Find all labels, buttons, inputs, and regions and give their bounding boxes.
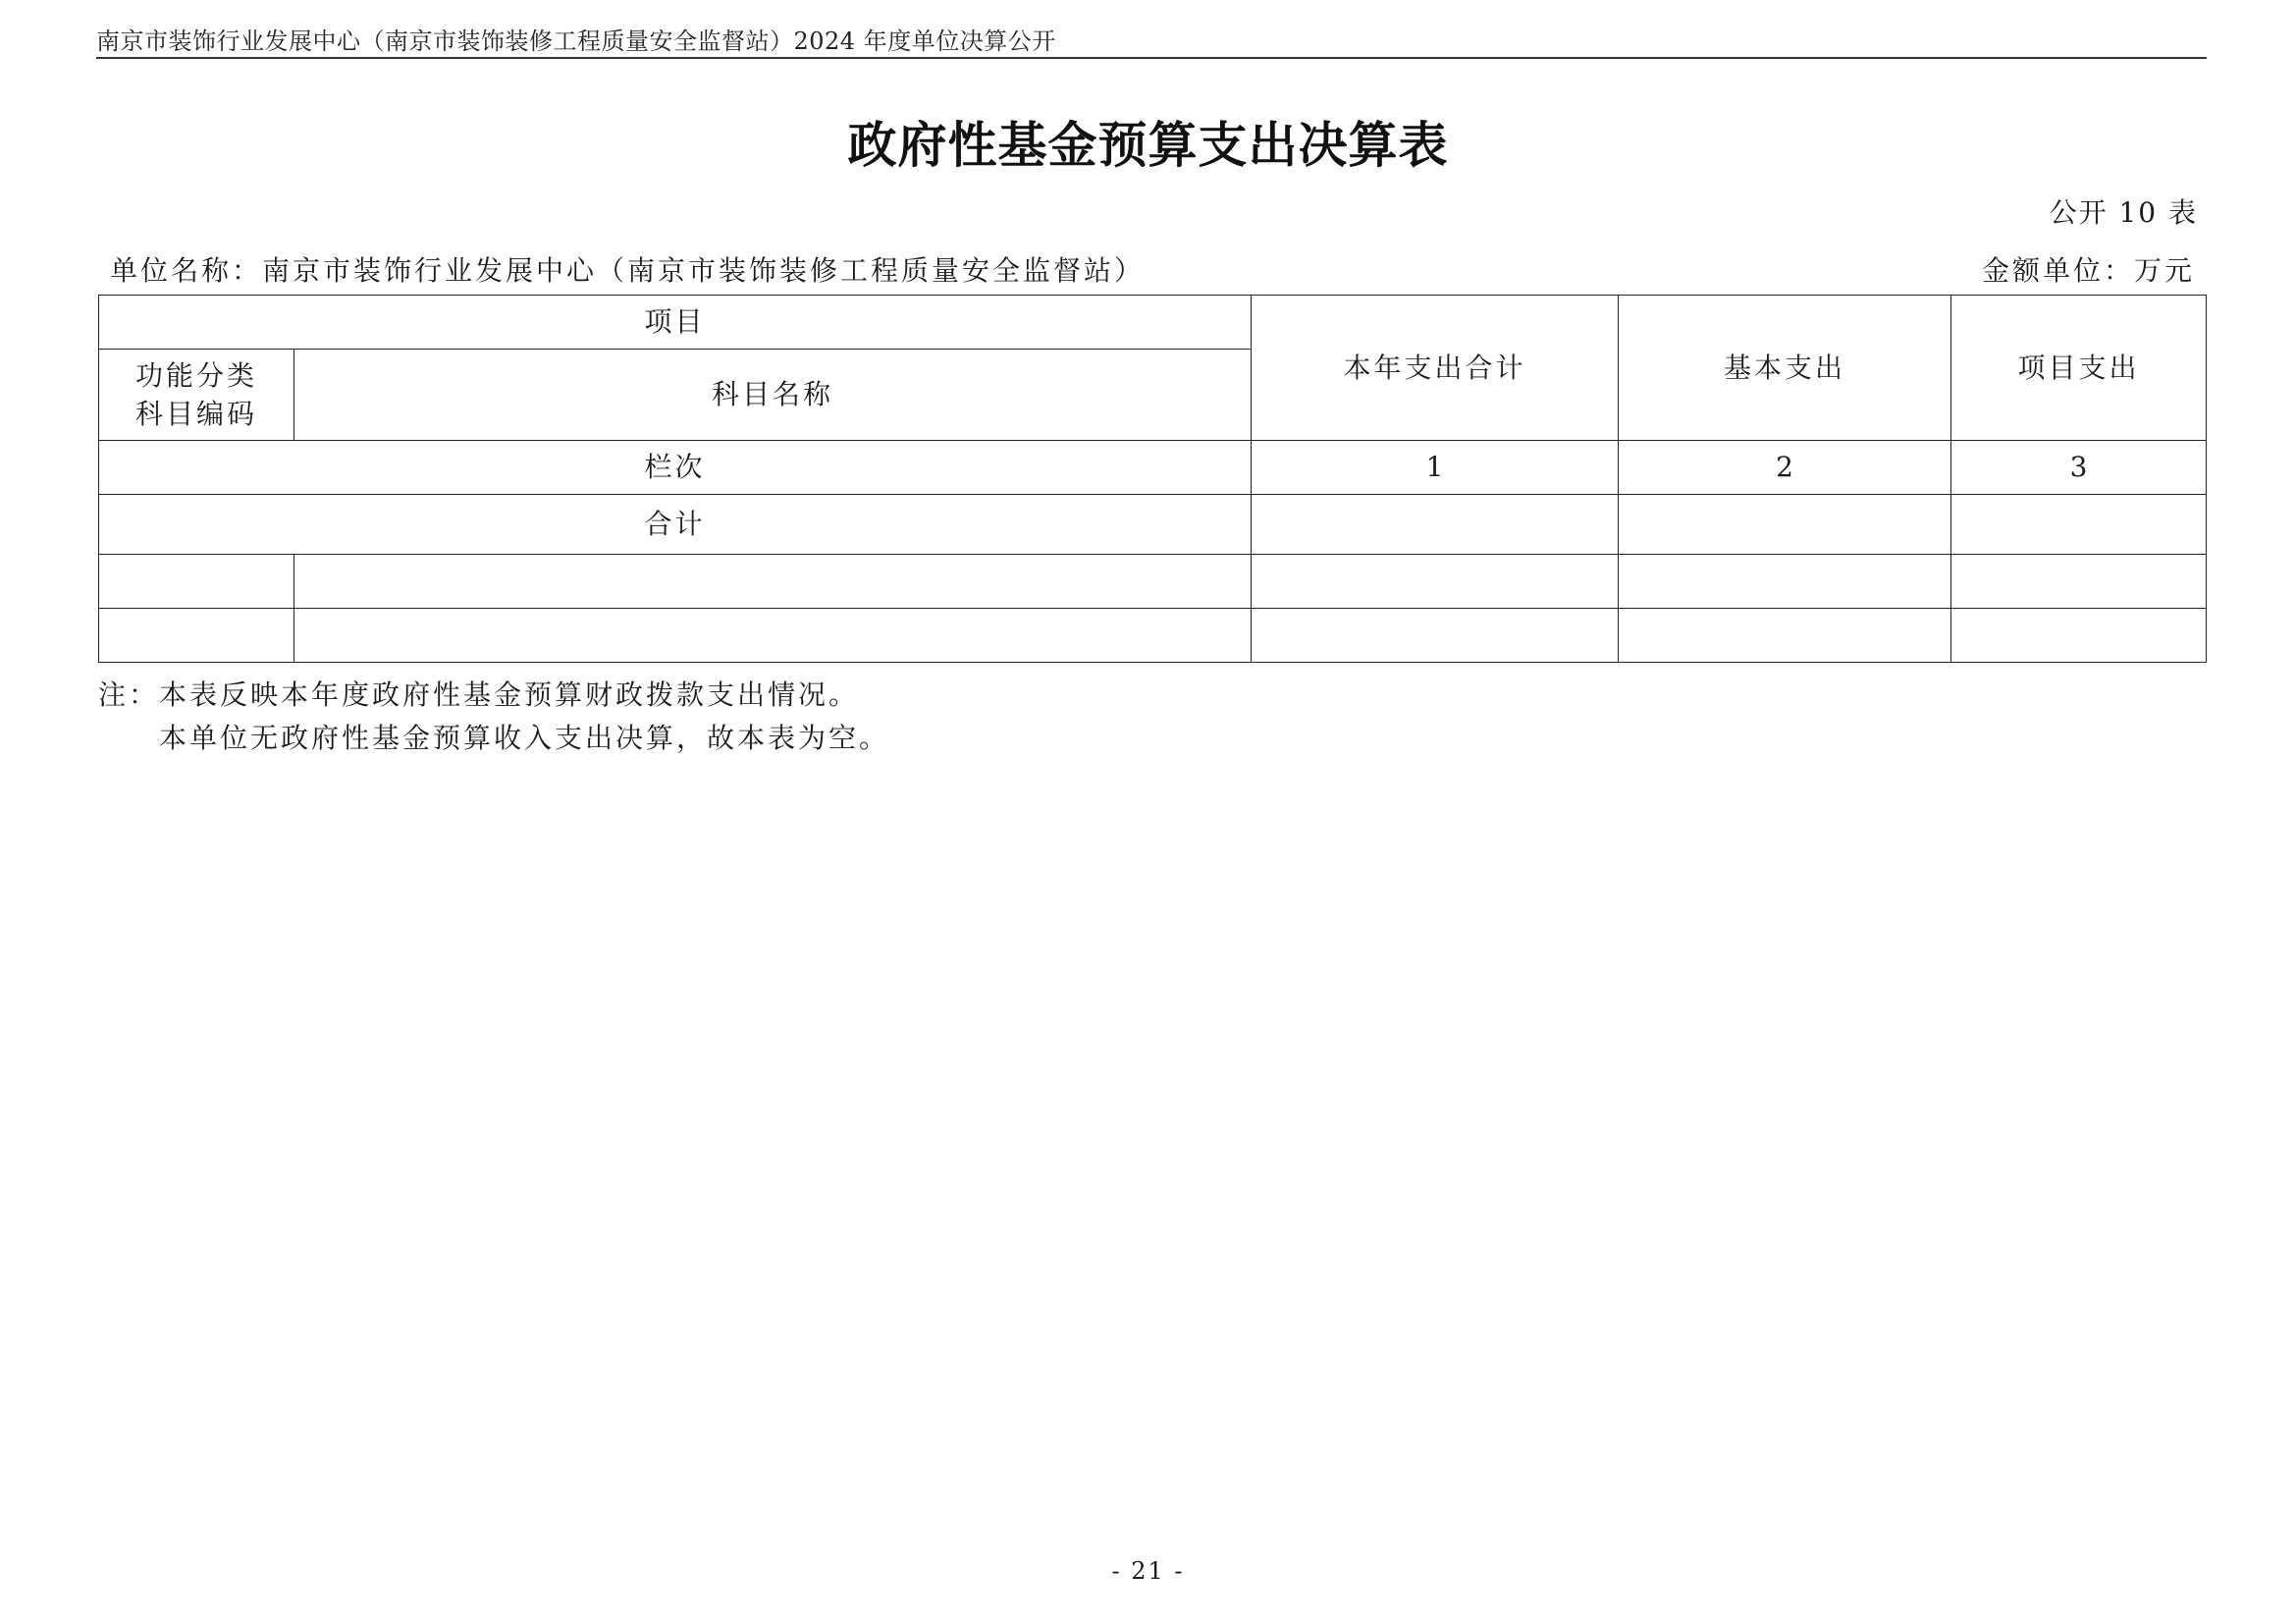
running-header: 南京市装饰行业发展中心（南京市装饰装修工程质量安全监督站）2024 年度单位决算公开	[96, 27, 1056, 55]
header-basic: 基本支出	[1619, 296, 1951, 441]
meta-row	[110, 249, 2195, 289]
lanci-value-2: 2	[1619, 441, 1951, 495]
note-line-2: 本单位无政府性基金预算收入支出决算，故本表为空。	[159, 722, 890, 754]
row-project-cell	[1951, 609, 2207, 663]
lanci-value-3: 3	[1951, 441, 2207, 495]
unit-name: 单位名称：南京市装饰行业发展中心（南京市装饰装修工程质量安全监督站）	[110, 254, 1146, 287]
note-line-1: 注：本表反映本年度政府性基金预算财政拨款支出情况。	[98, 678, 860, 711]
lanci-value-1: 1	[1252, 441, 1619, 495]
page-number: - 21 -	[1111, 1557, 1185, 1585]
header-divider	[96, 57, 2207, 59]
total-label: 合计	[99, 495, 1252, 555]
table-header-row	[99, 296, 2207, 350]
row-code-cell	[99, 555, 294, 609]
header-func-code-line1: 功能分类	[134, 358, 257, 392]
row-total-cell	[1252, 609, 1619, 663]
table-row	[99, 609, 2207, 663]
header-func-code	[99, 350, 294, 441]
row-total-cell	[1252, 555, 1619, 609]
header-total: 本年支出合计	[1252, 296, 1619, 441]
row-code-cell	[99, 609, 294, 663]
row-basic-cell	[1619, 555, 1951, 609]
table-note	[98, 674, 889, 760]
row-name-cell	[294, 555, 1252, 609]
header-func-code-line2: 科目编码	[134, 398, 257, 430]
header-subject-name: 科目名称	[294, 350, 1252, 441]
row-name-cell	[294, 609, 1252, 663]
header-project: 项目支出	[1951, 296, 2207, 441]
total-project-cell	[1951, 495, 2207, 555]
header-item: 项目	[99, 296, 1252, 350]
row-basic-cell	[1619, 609, 1951, 663]
row-project-cell	[1951, 555, 2207, 609]
total-row	[99, 495, 2207, 555]
table-number: 公开 10 表	[2049, 196, 2198, 229]
lanci-row	[99, 441, 2207, 495]
total-sum-cell	[1252, 495, 1619, 555]
expenditure-table	[98, 295, 2207, 663]
page-title: 政府性基金预算支出决算表	[847, 116, 1449, 174]
table-row	[99, 555, 2207, 609]
amount-unit: 金额单位：万元	[1981, 254, 2195, 287]
lanci-label: 栏次	[99, 441, 1252, 495]
total-basic-cell	[1619, 495, 1951, 555]
